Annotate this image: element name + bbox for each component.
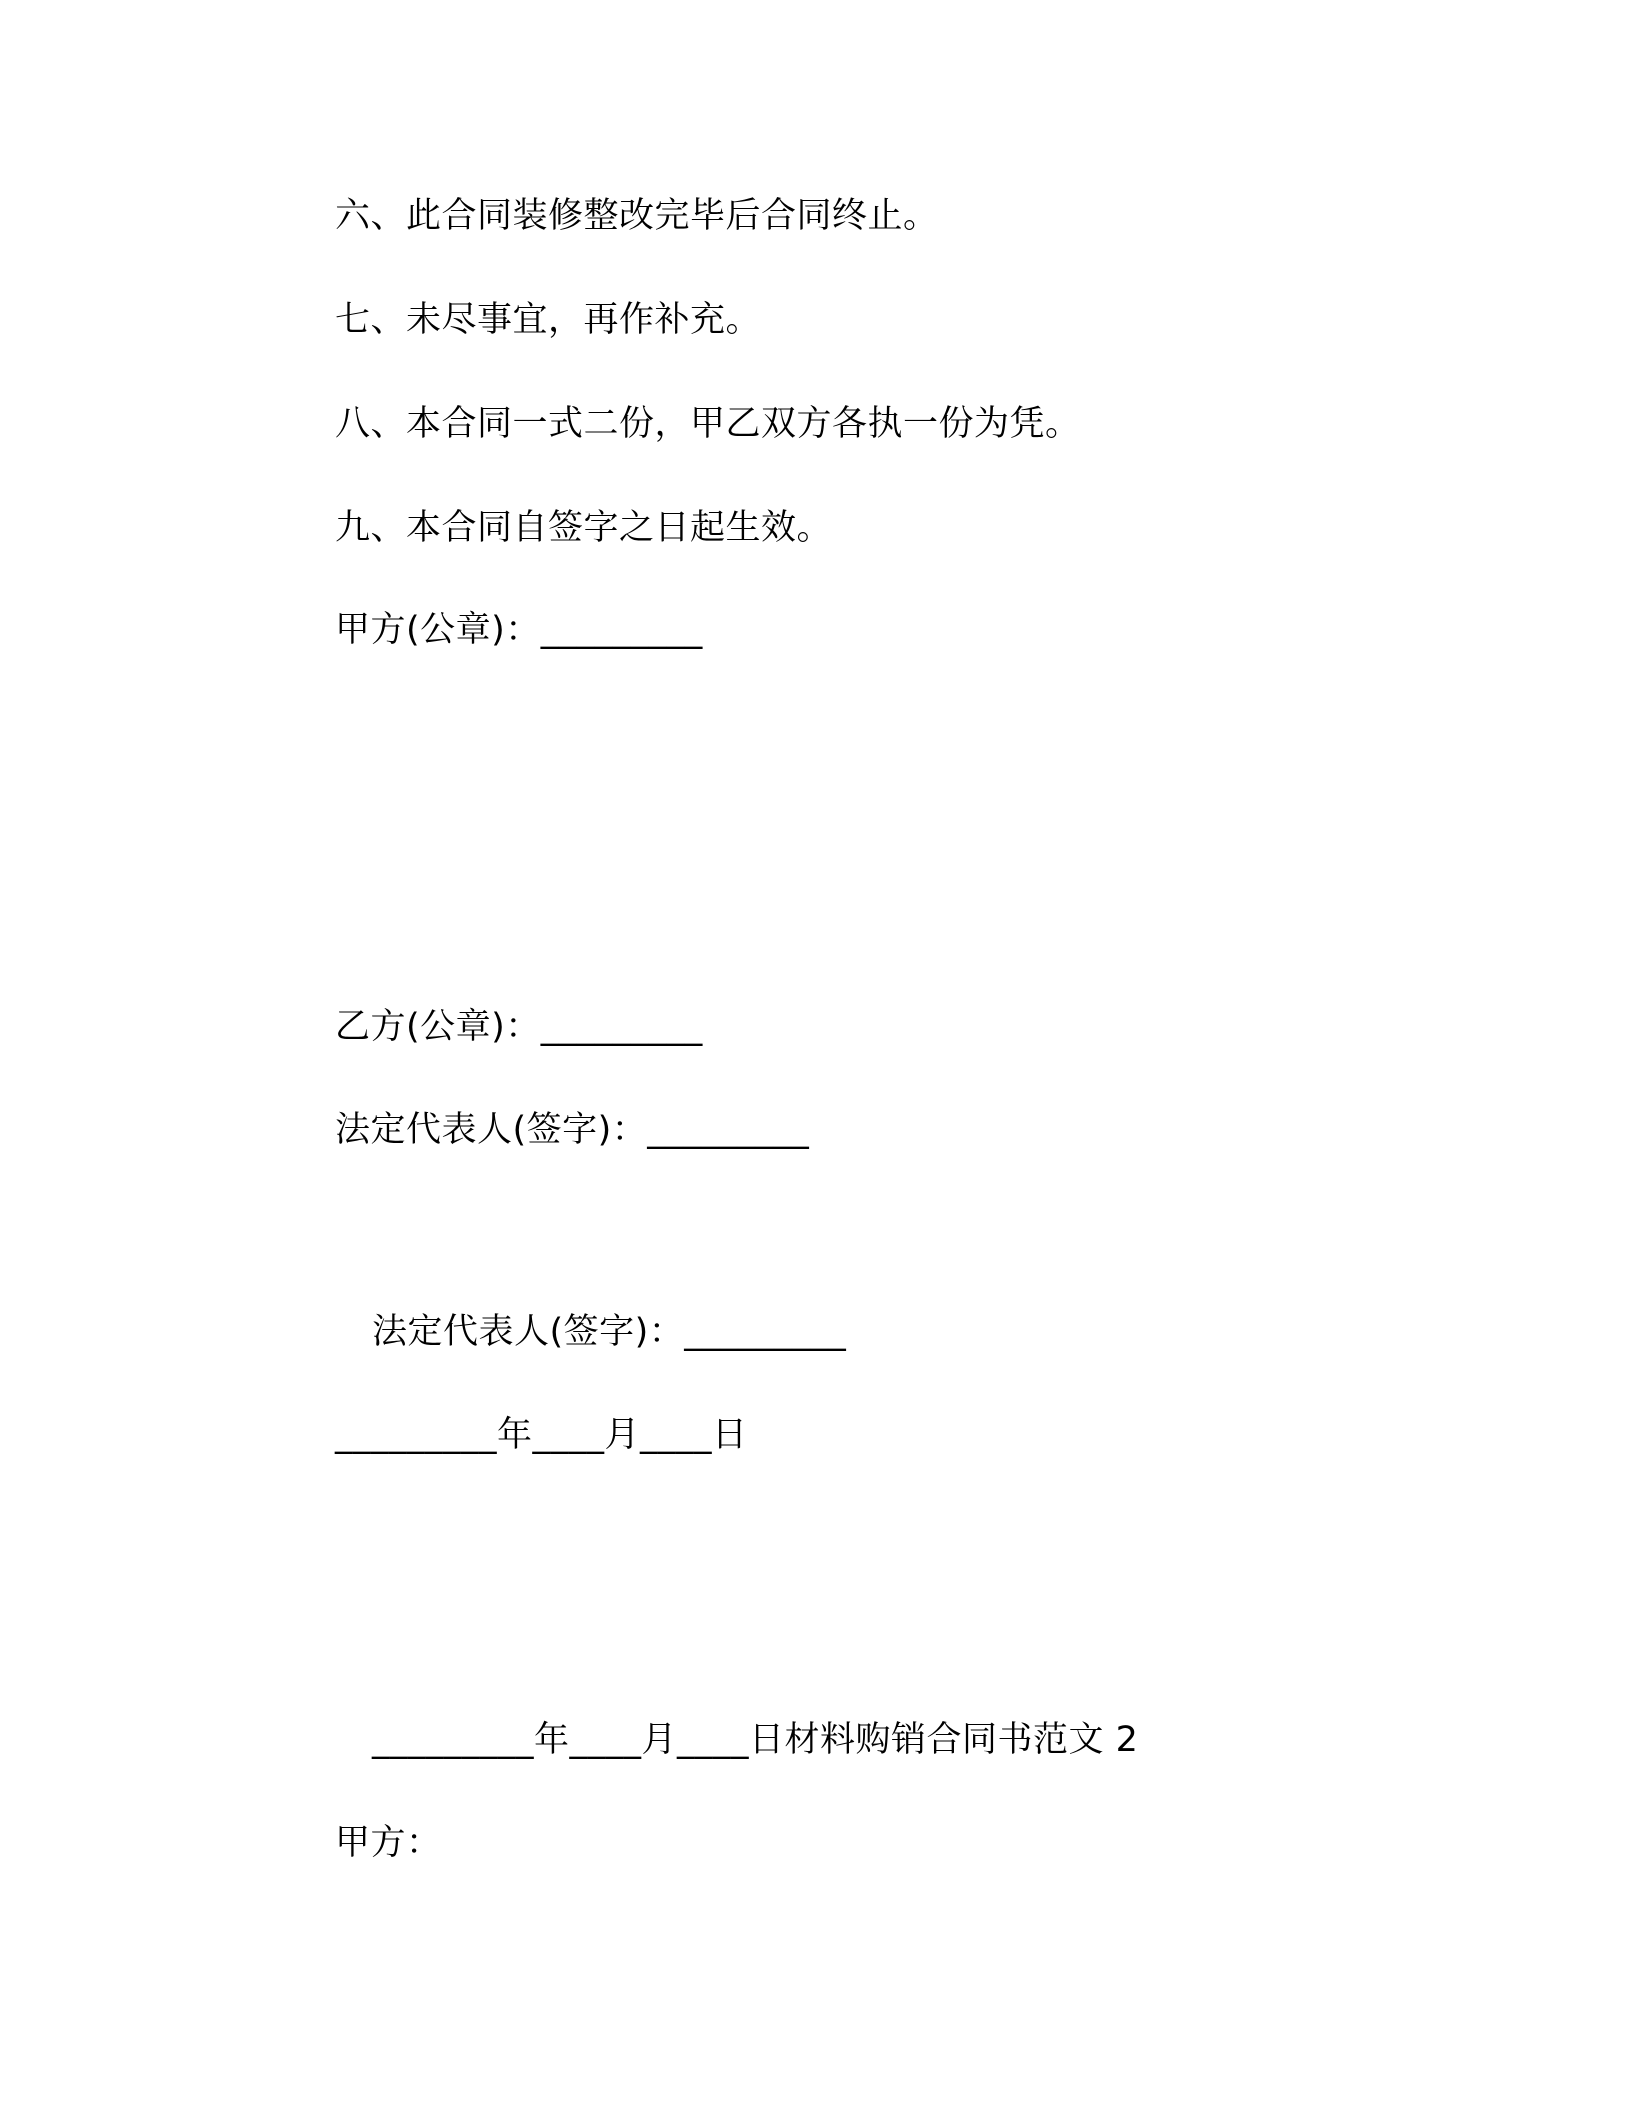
party-b-seal-line: 乙方(公章)：_________ [335,1007,703,1047]
date-line: _________年____月____日 [335,1415,748,1455]
clause-7: 七、未尽事宜，再作补充。 [335,300,762,340]
clause-8: 八、本合同一式二份，甲乙双方各执一份为凭。 [335,404,1081,444]
clause-6: 六、此合同装修整改完毕后合同终止。 [335,196,939,236]
party-a-seal-line: 甲方(公章)：_________ [335,610,703,650]
party-a-label: 甲方： [335,1823,442,1863]
section-heading-date-title: _________年____月____日材料购销合同书范文 2 [372,1720,1139,1760]
legal-rep-signature-line-a: 法定代表人(签字)：_________ [335,1110,810,1150]
clause-9: 九、本合同自签字之日起生效。 [335,508,833,548]
legal-rep-signature-line-b: 法定代表人(签字)：_________ [372,1312,847,1352]
